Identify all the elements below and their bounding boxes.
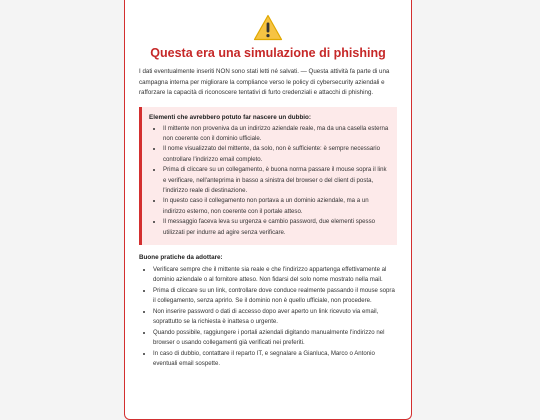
good-practices-list [139,265,397,369]
list-item: • Verificare sempre che il mittente sia reale e che l'indirizzo appartenga effettivamente al dominio aziendale o al fornitore atteso. Non fidarsi del solo nome mostrato nella mail. [153,265,397,285]
list-item: • In questo caso il collegamento non portava a un dominio aziendale, ma a un indirizzo esterno, non coerente con il portale atteso. [163,196,390,216]
page-title: Questa era una simulazione di phishing [150,46,386,60]
list-item: • Il messaggio faceva leva su urgenza e cambio password, due elementi spesso utilizzati per indurre ad agire senza verificare. [163,217,390,237]
intro-text: I dati eventualmente inseriti NON sono stati letti né salvati. — Questa attività fa parte di una campagna interna per migliorare la compliance verso le policy di cybersecurity aziendali e rafforzare la capacità di riconoscere tentativi di furto credenziali e attacchi di phishing. [139,68,390,96]
warning-icon [253,14,283,41]
list-item: • Prima di cliccare su un link, controllare dove conduce realmente passando il mouse sopra il collegamento, senza aprirlo. Se il dominio non è quello ufficiale, non procedere. [153,286,397,306]
phishing-simulation-card [124,0,412,420]
list-item: • Il nome visualizzato del mittente, da solo, non è sufficiente: è sempre necessario controllare l'indirizzo email completo. [163,144,390,164]
list-item: • Prima di cliccare su un collegamento, è buona norma passare il mouse sopra il link e verificare, nell'anteprima in basso a sinistra del browser o del client di posta, l'indirizzo reale di destinazione. [163,165,390,196]
good-practices-title: Buone pratiche da adottare: [139,254,223,262]
good-practices-section [139,253,397,369]
list-item: • In caso di dubbio, contattare il reparto IT, e segnalare a Gianluca, Marco o Antonio eventuali email sospette. [153,349,397,369]
red-flags-box [139,107,397,246]
red-flags-title: Elementi che avrebbero potuto far nascere un dubbio: [149,113,311,121]
list-item: • Quando possibile, raggiungere i portali aziendali digitando manualmente l'indirizzo nel browser o usando collegamenti già verificati nei preferiti. [153,328,397,348]
list-item: • Non inserire password o dati di accesso dopo aver aperto un link ricevuto via email, soprattutto se la richiesta è inattesa o urgente. [153,307,397,327]
list-item: • Il mittente non proveniva da un indirizzo aziendale reale, ma da una casella esterna non coerente con il dominio ufficiale. [163,124,390,144]
red-flags-list [149,124,390,238]
